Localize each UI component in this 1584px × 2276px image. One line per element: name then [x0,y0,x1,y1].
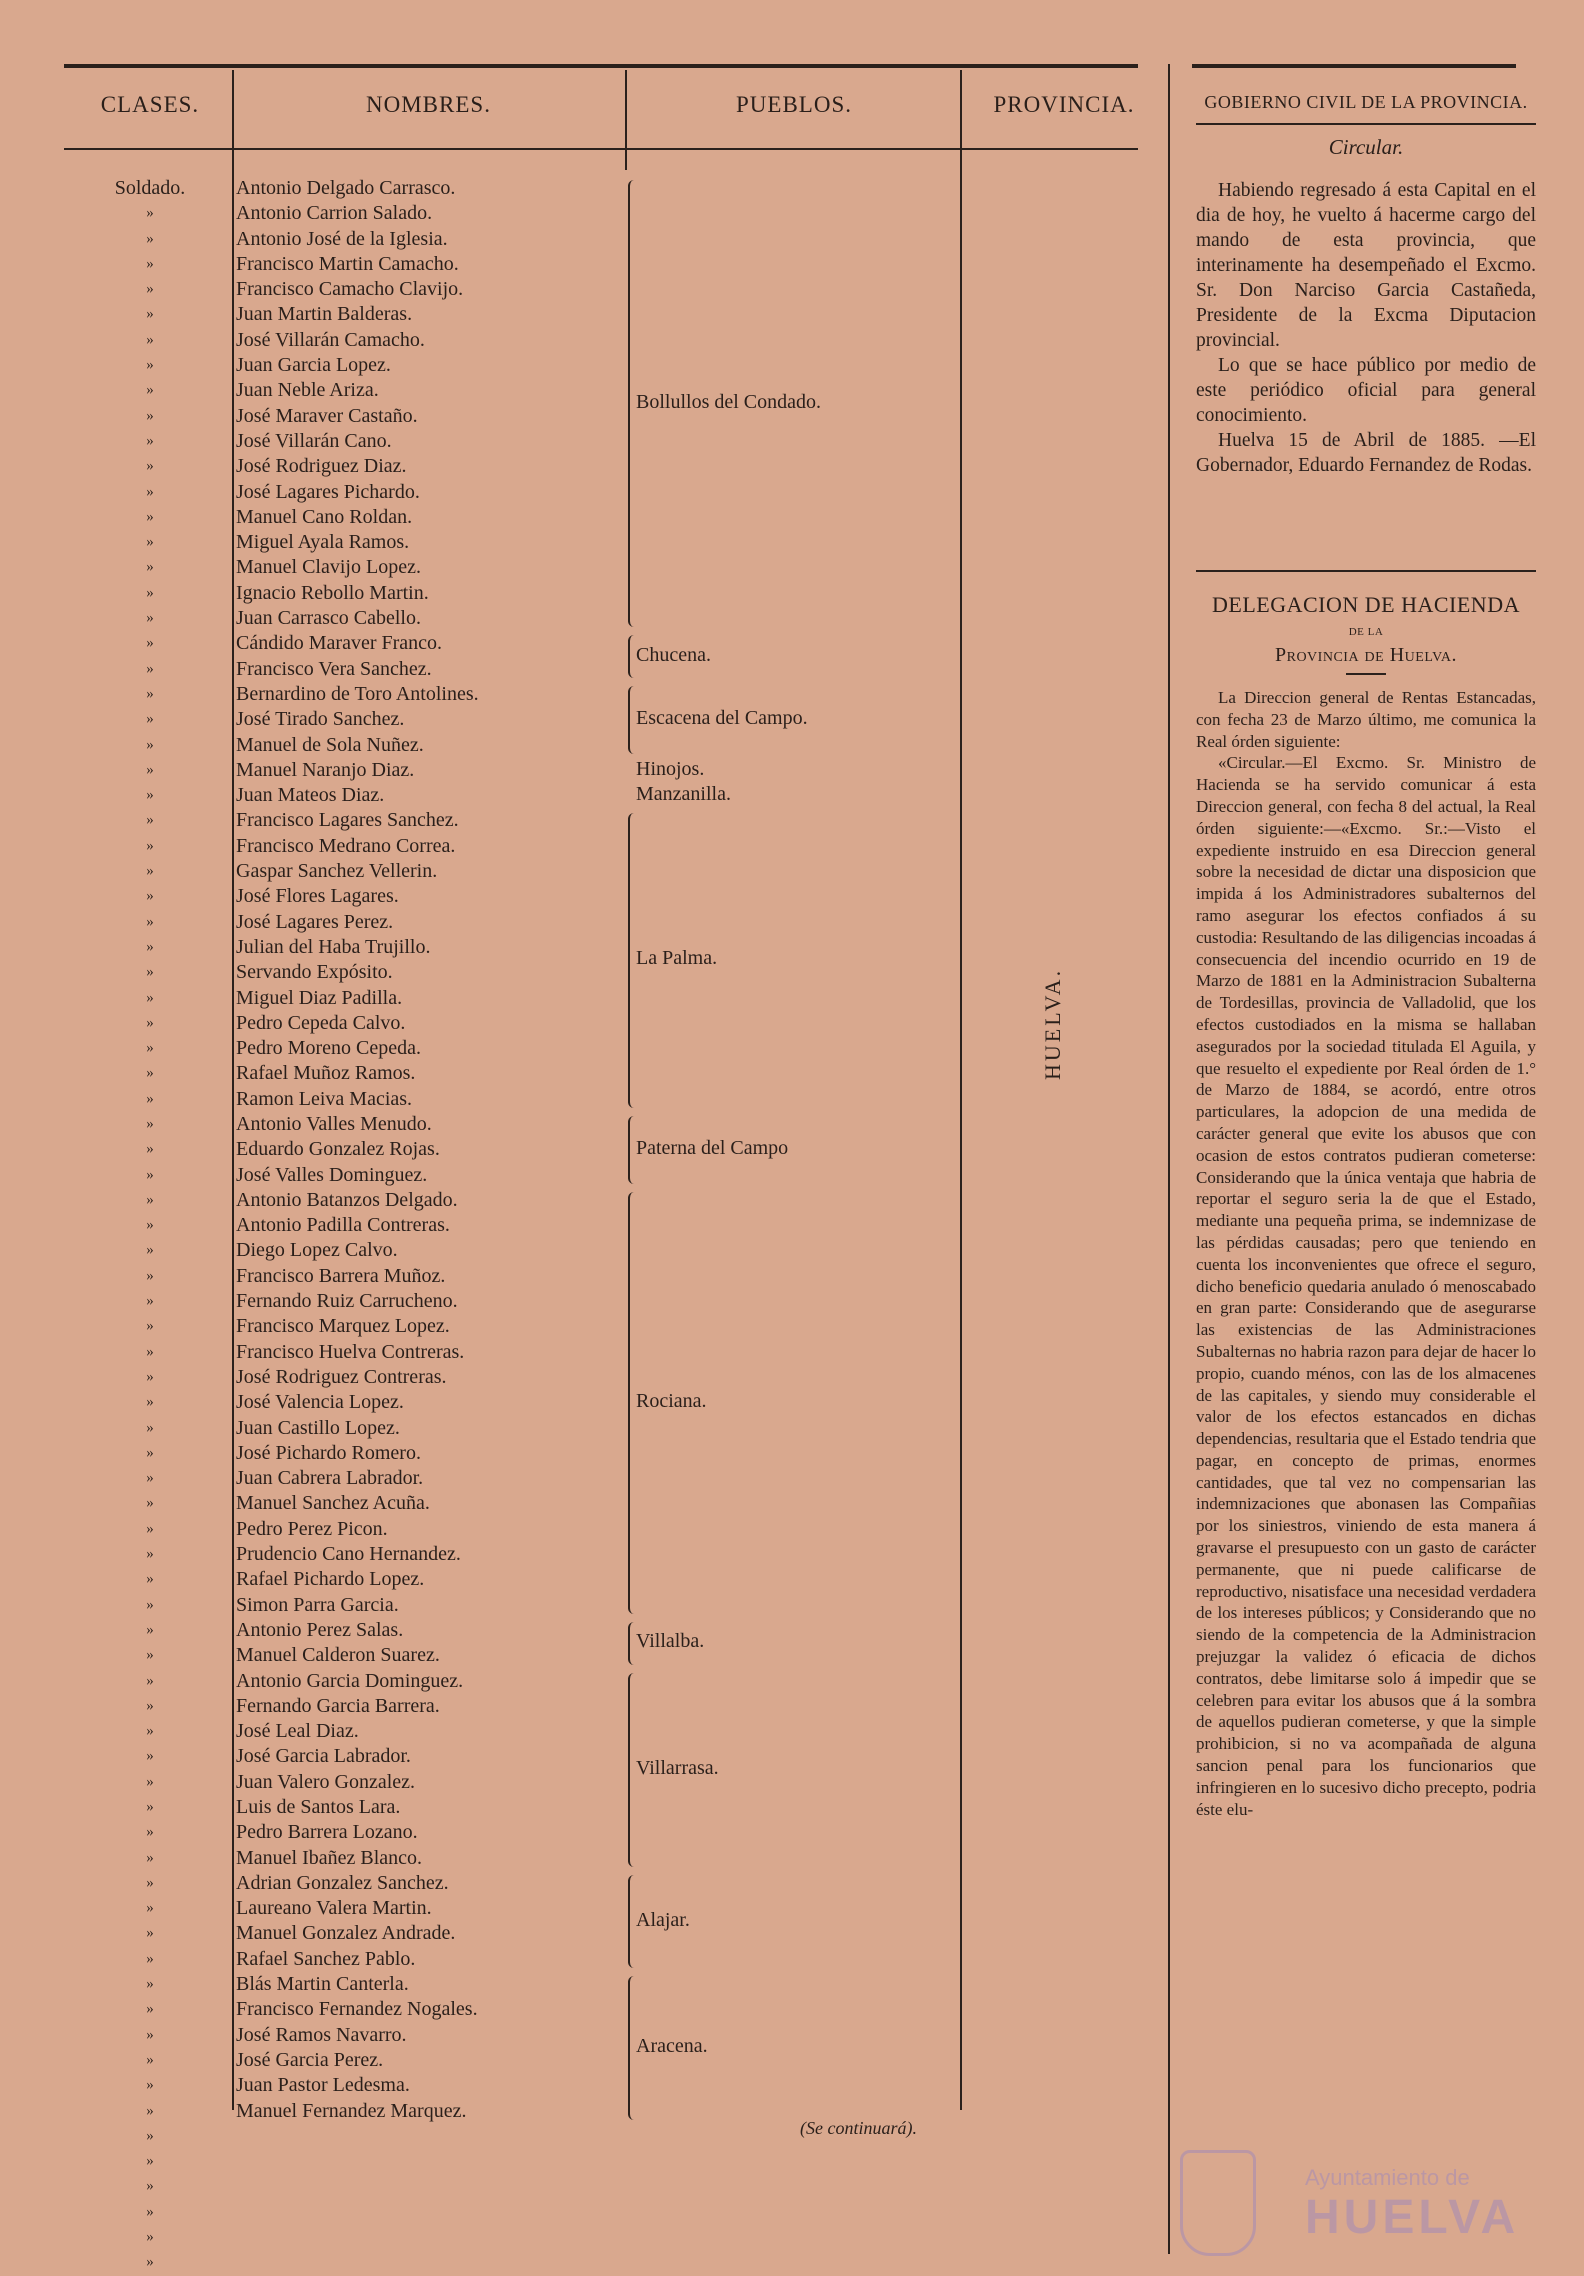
pueblo-label: Chucena. [636,643,711,666]
clase-cell: » [146,2178,154,2195]
name-cell: Servando Expósito. [236,961,393,984]
clase-cell: » [146,1014,154,1031]
name-cell: Miguel Diaz Padilla. [236,986,403,1009]
name-cell: Cándido Maraver Franco. [236,632,443,655]
name-cell: Juan Garcia Lopez. [236,354,391,377]
name-cell: Pedro Barrera Lozano. [236,1821,418,1844]
col-line-3 [960,70,962,2110]
clase-cell: » [146,1900,154,1917]
hacienda-paragraph-2: «Circular.—El Excmo. Sr. Ministro de Hacienda se ha servido comunicar á esta Direccion general, con fecha 8 del actual, la Real órden siguiente:—«Excmo. Sr.:—Visto el expediente instruido en esa Direccion general sobre la necesidad de dictar una disposicion que impida á los Administradores subalternos del ramo asegurar los efectos confiados á su custodia: Resultando de las diligencias incoadas á consecuencia del incendio ocurrido en 19 de Marzo de 1881 en la Administracion Subalterna de Tordesillas, provincia de Valladolid, que los efectos custodiados en la misma se hallaban asegurados por la sociedad titulada El Aguila, y que resuelto el expediente por Real órden de 1.° de Marzo de 1884, se acordó, entre otros particulares, la adopcion de una medida de carácter general que evite los abusos que con ocasion de estos contratos pudieran cometerse: Considerando que la única ventaja que habria de reportar el seguro seria la de que el Estado, mediante una pequeña prima, se indemnizase de las pérdidas causadas; pero que teniendo en cuenta los inconvenientes que ofrece el seguro, dicho beneficio quedaria anulado ó menoscabado en gran parte: Considerando que de asegurarse las existencias de las Administraciones Subalternas no habria razon para dejar de hacer lo propio, cuando ménos, con las de los almacenes de las capitales, y siendo muy considerable el valor de los efectos estancados en dichas dependencias, resultaria que el Estado tendria que pagar, en concepto de primas, enormes cantidades, que tal vez no compensarian las indemnizaciones que abonasen las Compañias por los siniestros, viniendo de esta manera á gravarse el presupuesto con un gasto de carácter permanente, que ni puede calificarse de reproductivo, nisatisface una necesidad verdadera de los intereses públicos; y Considerando que no siendo de la competencia de la Administracion prejuzgar la validez ó eficacia de dichos contratos, debe limitarse solo á impedir que se celebren para evitar los abusos que á la sombra de aquellos pudieran cometerse, y que la simple prohibicion, si no va acompañada de alguna sancion penal para los funcionarios que infringieren en lo sucesivo dicho precepto, podria éste elu- [1196,753,1536,1819]
clase-cell: » [146,1723,154,1740]
name-cell: Antonio Perez Salas. [236,1618,404,1641]
pueblo-label: La Palma. [636,947,718,970]
pueblo-brace [628,813,636,1109]
name-cell: Francisco Lagares Sanchez. [236,809,459,832]
name-cell: Manuel Naranjo Diaz. [236,758,415,781]
name-cell: Juan Cabrera Labrador. [236,1467,424,1490]
clase-cell: » [146,458,154,475]
name-cell: José Garcia Labrador. [236,1745,411,1768]
name-cell: Prudencio Cano Hernandez. [236,1543,461,1566]
col-line-4 [1168,64,1170,2254]
clase-cell: » [146,685,154,702]
name-cell: Manuel de Sola Nuñez. [236,733,424,756]
name-cell: Miguel Ayala Ramos. [236,531,410,554]
hacienda-title-de-la: DE LA [1348,626,1384,638]
header-pueblos: PUEBLOS. [736,92,852,117]
name-cell: Juan Mateos Diaz. [236,784,385,807]
name-cell: José Lagares Pichardo. [236,480,420,503]
name-cell: Manuel Gonzalez Andrade. [236,1922,456,1945]
name-cell: Antonio Valles Menudo. [236,1112,432,1135]
clase-cell: » [146,2077,154,2094]
clase-cell: » [146,1141,154,1158]
clase-cell: » [146,1976,154,1993]
col-line-1 [232,70,234,2110]
pueblo-brace [628,1622,636,1665]
clase-cell: » [146,2153,154,2170]
name-cell: Ramon Leiva Macias. [236,1087,413,1110]
clase-cell: » [146,1065,154,1082]
name-cell: José Lagares Perez. [236,910,394,933]
pueblo-brace [628,1976,636,2120]
clase-cell: » [146,584,154,601]
name-cell: Juan Neble Ariza. [236,379,379,402]
name-cell: Adrian Gonzalez Sanchez. [236,1871,449,1894]
clase-cell: » [146,559,154,576]
name-cell: José Pichardo Romero. [236,1441,421,1464]
clase-cell: » [146,1697,154,1714]
name-cell: Bernardino de Toro Antolines. [236,682,479,705]
clase-cell: » [146,1217,154,1234]
name-cell: José Maraver Castaño. [236,404,418,427]
name-cell: José Ramos Navarro. [236,2023,407,2046]
clase-cell: » [146,534,154,551]
pueblo-label: Villalba. [636,1630,705,1653]
name-cell: Eduardo Gonzalez Rojas. [236,1138,440,1161]
header-nombres: NOMBRES. [366,92,491,117]
pueblo-label: Rociana. [636,1390,707,1413]
clase-cell: » [146,230,154,247]
clase-cell: » [146,660,154,677]
name-cell: Blás Martin Canterla. [236,1973,409,1996]
name-cell: Antonio Padilla Contreras. [236,1214,450,1237]
clase-cell: » [146,1520,154,1537]
gobierno-civil-section [1196,92,1536,478]
clase-cell: » [146,863,154,880]
clase-cell: » [146,1546,154,1563]
clase-cell: » [146,938,154,955]
clase-cell: » [146,281,154,298]
name-cell: Rafael Pichardo Lopez. [236,1568,425,1591]
name-cell: Ignacio Rebollo Martin. [236,581,429,604]
name-cell: José Flores Lagares. [236,885,399,908]
pueblo-label: Paterna del Campo [636,1137,789,1160]
clase-cell: » [146,2127,154,2144]
clase-cell: » [146,331,154,348]
clase-cell: » [146,357,154,374]
name-cell: Diego Lopez Calvo. [236,1239,398,1262]
clase-cell: » [146,1090,154,1107]
hacienda-subtitle: Provincia de Huelva. [1274,644,1457,666]
clase-cell: » [146,1040,154,1057]
clase-cell: » [146,888,154,905]
clase-cell: » [146,2102,154,2119]
name-cell: José Rodriguez Contreras. [236,1365,447,1388]
name-cell: Manuel Fernandez Marquez. [236,2099,467,2122]
clase-cell: » [146,255,154,272]
clase-cell: » [146,736,154,753]
name-cell: Antonio Carrion Salado. [236,202,433,225]
clase-cell: » [146,1115,154,1132]
name-cell: Manuel Calderon Suarez. [236,1644,440,1667]
clase-cell: » [146,837,154,854]
name-cell: Juan Martin Balderas. [236,303,413,326]
name-cell: José Tirado Sanchez. [236,708,405,731]
name-cell: Francisco Camacho Clavijo. [236,278,464,301]
clase-cell: » [146,483,154,500]
clase-cell: » [146,1621,154,1638]
name-cell: Francisco Barrera Muñoz. [236,1264,446,1287]
pueblo-label: Escacena del Campo. [636,706,808,729]
clase-cell: » [146,306,154,323]
clase-cell: » [146,1394,154,1411]
name-cell: Gaspar Sanchez Vellerin. [236,860,438,883]
name-cell: Antonio Batanzos Delgado. [236,1188,458,1211]
pueblo-label: Villarrasa. [636,1756,719,1779]
clase-cell: » [146,1773,154,1790]
clase-cell: » [146,407,154,424]
continuara-note: (Se continuará). [800,2118,917,2138]
name-cell: Rafael Muñoz Ramos. [236,1062,416,1085]
name-cell: Julian del Haba Trujillo. [236,935,431,958]
pueblo-brace [628,1875,636,1968]
name-cell: José Valencia Lopez. [236,1391,404,1414]
pueblo-brace [628,686,636,754]
clase-cell: » [146,989,154,1006]
name-cell: Manuel Cano Roldan. [236,505,413,528]
name-cell: Fernando Ruiz Carrucheno. [236,1290,458,1313]
name-cell: José Leal Diaz. [236,1720,359,1743]
pueblo-brace [628,1192,636,1614]
gobierno-paragraph-1: Habiendo regresado á esta Capital en el dia de hoy, he vuelto á hacerme cargo del mando de esta provincia, que interinamente ha desempeñado el Excmo. Sr. Don Narciso Garcia Castañeda, Presidente de la Excma Diputacion provincial. [1196,180,1536,351]
clase-cell: » [146,635,154,652]
name-cell: Francisco Martin Camacho. [236,252,459,275]
names-column [236,176,636,2124]
clase-cell: » [146,1368,154,1385]
clase-cell: Soldado. [114,177,186,199]
clase-cell: » [146,1849,154,1866]
hacienda-section [1196,592,1536,1820]
name-cell: Francisco Marquez Lopez. [236,1315,450,1338]
name-cell: Antonio José de la Iglesia. [236,227,448,250]
clase-cell: » [146,1799,154,1815]
top-rule-right [1192,64,1516,68]
clase-cell: » [146,1824,154,1841]
pueblo-label: Bollullos del Condado. [636,390,821,413]
clase-cell: » [146,913,154,930]
clase-cell: » [146,1950,154,1967]
gobierno-subtitle: Circular. [1328,135,1404,159]
clase-cell: » [146,761,154,778]
clase-cell: » [146,205,154,222]
header-provincia: PROVINCIA. [993,92,1135,117]
name-cell: Francisco Fernandez Nogales. [236,1998,478,2021]
hacienda-title: DELEGACION DE HACIENDA [1212,592,1520,617]
name-cell: Manuel Sanchez Acuña. [236,1492,430,1515]
clase-cell: » [146,2229,154,2246]
name-cell: Pedro Perez Picon. [236,1517,388,1540]
name-cell: Juan Valero Gonzalez. [236,1770,416,1793]
pueblo-brace [628,180,636,627]
name-cell: José Valles Dominguez. [236,1163,428,1186]
clase-cell: » [146,787,154,804]
clase-cell: » [146,1166,154,1183]
col-line-2 [625,70,627,170]
provincia-value: HUELVA. [1040,967,1065,1080]
clase-cell: » [146,2254,154,2271]
clase-cell: » [146,2051,154,2068]
name-cell: Antonio Delgado Carrasco. [236,177,456,199]
pueblo-label: Manzanilla. [636,782,731,805]
clase-cell: » [146,1242,154,1259]
hacienda-paragraph-1: La Direccion general de Rentas Estancadas, con fecha 23 de Marzo último, me comunica la Real órden siguiente: [1196,688,1536,751]
name-cell: Manuel Clavijo Lopez. [236,556,421,579]
clase-cell: » [146,610,154,627]
clase-cell: » [146,1647,154,1664]
clase-cell: » [146,1874,154,1891]
name-cell: Rafael Sanchez Pablo. [236,1947,416,1970]
pueblo-label: Hinojos. [636,757,705,780]
clase-cell: » [146,508,154,525]
clase-cell: » [146,1318,154,1335]
watermark-line-2: HUELVA [1305,2191,1520,2244]
gobierno-paragraph-3: Huelva 15 de Abril de 1885. —El Gobernador, Eduardo Fernandez de Rodas. [1196,430,1536,476]
pueblo-brace [628,1116,636,1184]
clase-cell: » [146,1343,154,1360]
clase-cell: » [146,432,154,449]
gobierno-title: GOBIERNO CIVIL DE LA PROVINCIA. [1204,92,1528,112]
name-cell: Francisco Vera Sanchez. [236,657,432,680]
clase-cell: » [146,1748,154,1765]
name-cell: Francisco Huelva Contreras. [236,1340,465,1363]
clase-cell: » [146,1470,154,1487]
name-cell: José Garcia Perez. [236,2048,384,2071]
clase-cell: » [146,1267,154,1284]
clase-cell: » [146,812,154,829]
huelva-seal-icon [1180,2150,1256,2256]
pueblo-brace [628,1673,636,1867]
clase-cell: » [146,382,154,399]
name-cell: Simon Parra Garcia. [236,1593,399,1616]
name-cell: José Villarán Camacho. [236,328,425,351]
name-cell: Pedro Moreno Cepeda. [236,1037,421,1060]
name-cell: Fernando Garcia Barrera. [236,1694,440,1717]
name-cell: Juan Carrasco Cabello. [236,607,421,630]
clase-cell: » [146,2001,154,2018]
hacienda-rule [1346,673,1386,675]
name-cell: Juan Pastor Ledesma. [236,2074,410,2097]
name-cell: Antonio Garcia Dominguez. [236,1669,464,1692]
clase-cell: » [146,1419,154,1436]
clases-column [70,176,230,2276]
name-cell: Pedro Cepeda Calvo. [236,1011,406,1034]
gobierno-paragraph-2: Lo que se hace público por medio de este periódico oficial para general conocimiento. [1196,355,1536,426]
clase-cell: » [146,2026,154,2043]
clase-cell: » [146,964,154,981]
top-rule-left [64,64,1138,68]
clase-cell: » [146,2203,154,2220]
header-underline [64,148,1138,150]
name-cell: José Villarán Cano. [236,429,392,452]
pueblo-label: Alajar. [636,1908,690,1931]
name-cell: Juan Castillo Lopez. [236,1416,400,1439]
name-cell: José Rodriguez Diaz. [236,455,407,478]
watermark-line-1: Ayuntamiento de [1305,2165,1470,2190]
section-divider [1196,570,1536,572]
pueblo-brace [628,635,636,678]
clase-cell: » [146,1672,154,1689]
name-cell: Laureano Valera Martin. [236,1897,432,1920]
clase-cell: » [146,1293,154,1310]
clase-cell: » [146,1571,154,1588]
clase-cell: » [146,711,154,728]
name-cell: Francisco Medrano Correa. [236,834,456,857]
gobierno-rule [1196,123,1536,125]
pueblo-label: Aracena. [636,2035,708,2058]
name-cell: Manuel Ibañez Blanco. [236,1846,423,1869]
name-cell: Luis de Santos Lara. [236,1796,401,1818]
clase-cell: » [146,1925,154,1942]
clase-cell: » [146,1191,154,1208]
clase-cell: » [146,1495,154,1512]
header-clases: CLASES. [100,92,200,117]
clase-cell: » [146,1596,154,1613]
clase-cell: » [146,1444,154,1461]
